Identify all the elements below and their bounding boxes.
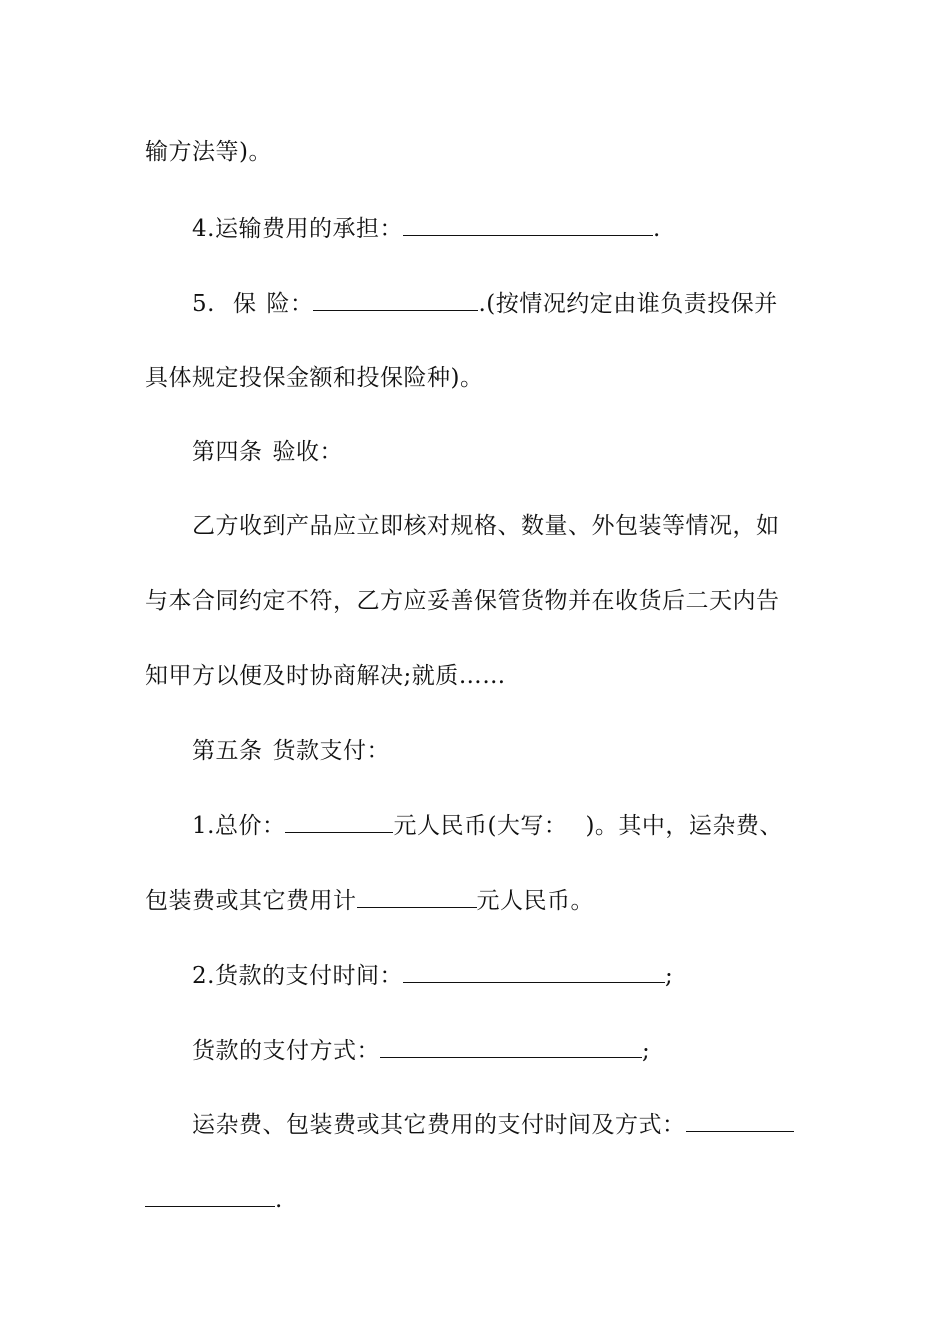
text-line: [145, 586, 810, 616]
fill-blank: [357, 885, 477, 908]
text-line: [145, 137, 810, 167]
line-text: 具体规定投保金额和投保险种)。: [145, 365, 484, 391]
text-line: [192, 511, 810, 541]
article-number: 第四条: [192, 439, 263, 465]
line-text: 乙方收到产品应立即核对规格、数量、外包装等情况，如: [192, 513, 780, 539]
line-text: ;: [664, 963, 674, 989]
article-title: 货款支付：: [272, 738, 390, 764]
payment-method-line: [192, 1035, 810, 1066]
article-title: 验收：: [272, 439, 343, 465]
continuation-line: [145, 1184, 810, 1215]
fill-blank: [313, 288, 478, 311]
fill-blank: [686, 1109, 794, 1132]
transport-cost-line: [192, 213, 810, 244]
fill-blank: [380, 1035, 642, 1058]
text-line: [145, 363, 810, 393]
line-text: 知甲方以便及时协商解决;就质……: [145, 663, 506, 689]
article-number: 第五条: [192, 738, 263, 764]
total-price-line: [192, 810, 810, 841]
line-text: 输方法等)。: [145, 139, 272, 165]
insurance-line: [192, 288, 810, 319]
line-text: 1.总价：: [192, 813, 286, 839]
fees-payment-line: [192, 1109, 810, 1140]
line-text: 险：: [266, 291, 314, 317]
line-text: 元人民币(大写：: [393, 813, 568, 839]
fill-blank: [403, 213, 653, 236]
line-text: 元人民币。: [476, 888, 594, 914]
line-text: 包装费或其它费用计: [145, 888, 357, 914]
fill-blank: [145, 1184, 275, 1207]
payment-time-line: [192, 960, 810, 991]
line-text: ;: [642, 1038, 651, 1064]
line-text: .: [652, 216, 661, 242]
line-text: 5.: [192, 291, 215, 317]
text-line: [145, 661, 810, 691]
article-four-heading: [192, 437, 810, 467]
article-five-heading: [192, 736, 810, 766]
fill-blank: [403, 960, 665, 983]
line-text: .(按情况约定由谁负责投保并: [478, 291, 778, 317]
line-text: )。其中，运杂费、: [585, 813, 783, 839]
line-text: .: [275, 1187, 283, 1213]
line-text: 2.货款的支付时间：: [192, 963, 403, 989]
line-text: 与本合同约定不符，乙方应妥善保管货物并在收货后二天内告: [145, 588, 780, 614]
other-fees-line: [145, 885, 810, 916]
line-text: 4.运输费用的承担：: [192, 216, 403, 242]
line-text: 保: [232, 291, 257, 317]
fill-blank: [285, 810, 393, 833]
line-text: 运杂费、包装费或其它费用的支付时间及方式：: [192, 1112, 686, 1138]
line-text: 货款的支付方式：: [192, 1038, 380, 1064]
